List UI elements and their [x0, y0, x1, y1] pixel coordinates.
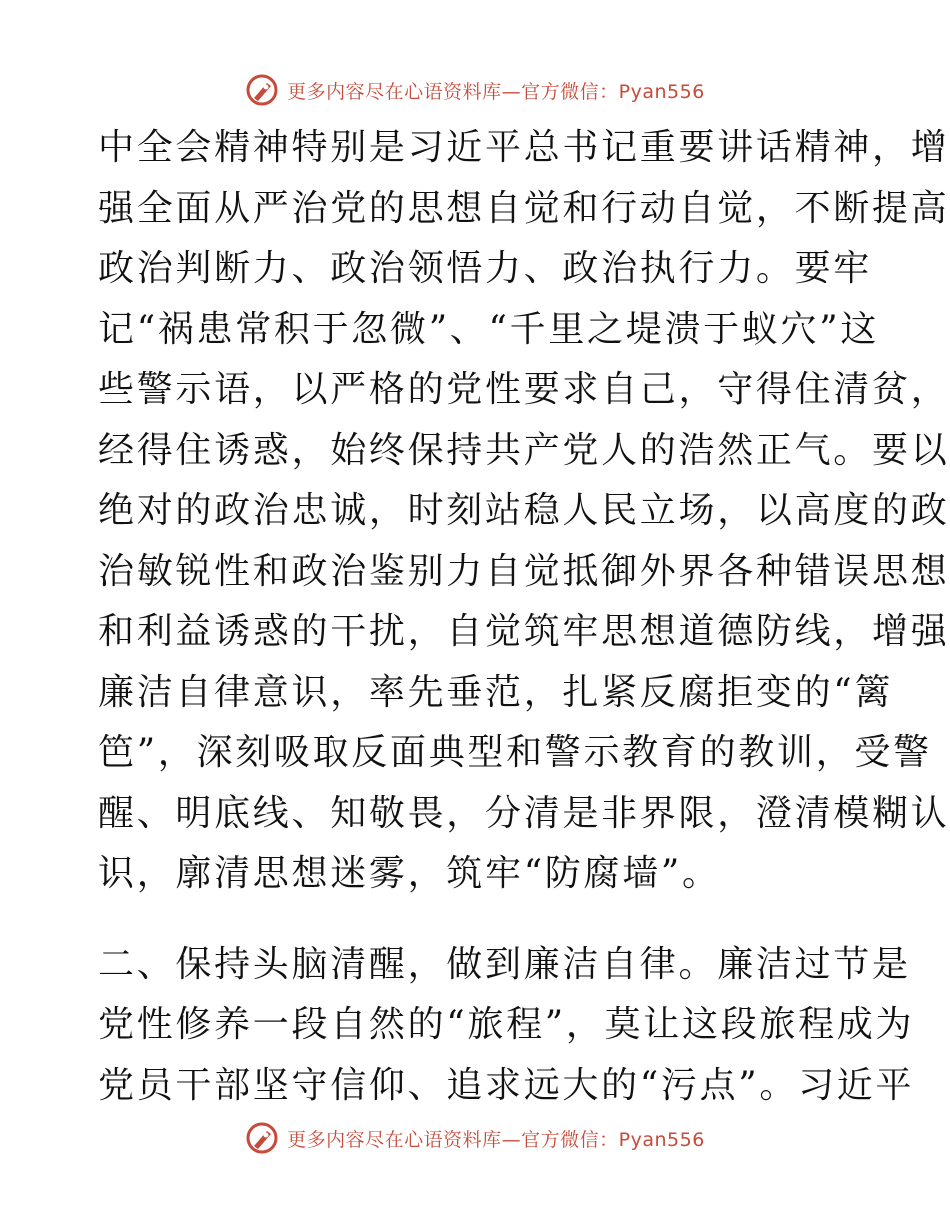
text-line: 醒、明底线、知敬畏，分清是非界限，澄清模糊认 [98, 792, 950, 834]
document-body [98, 118, 950, 1116]
text-line: 记“祸患常积于忽微”、“千里之堤溃于蚁穴”这 [98, 308, 880, 350]
text-line: 党性修养一段自然的“旅程”，莫让这段旅程成为 [98, 1004, 915, 1045]
text-line: 笆”，深刻吸取反面典型和警示教育的教训，受警 [98, 732, 932, 773]
footer-watermark [0, 1118, 950, 1158]
text-line: 党员干部坚守信仰、追求远大的“污点”。习近平 [98, 1064, 915, 1106]
text-line: 廉洁自律意识，率先垂范，扎紧反腐拒变的“篱 [98, 671, 894, 713]
text-line: 些警示语，以严格的党性要求自己，守得住清贫， [98, 369, 950, 410]
watermark-text: 更多内容尽在心语资料库—官方微信：Pyan556 [287, 1128, 705, 1151]
text-line: 绝对的政治忠诚，时刻站稳人民立场，以高度的政 [98, 490, 950, 531]
text-line: 识，廓清思想迷雾，筑牢“防腐墙”。 [98, 853, 721, 894]
pen-circle-logo-icon [245, 73, 279, 107]
text-line: 政治判断力、政治领悟力、政治执行力。要牢 [98, 248, 873, 289]
pen-circle-logo-icon [245, 1121, 279, 1155]
text-line: 中全会精神特别是习近平总书记重要讲话精神，增 [98, 127, 950, 168]
text-line: 治敏锐性和政治鉴别力自觉抵御外界各种错误思想 [98, 550, 950, 592]
text-line: 和利益诱惑的干扰，自觉筑牢思想道德防线，增强 [98, 611, 950, 652]
paragraph-2 [98, 935, 915, 1117]
paragraph-gap [98, 905, 858, 935]
text-line: 强全面从严治党的思想自觉和行动自觉，不断提高 [98, 187, 950, 229]
paragraph-1 [98, 118, 950, 905]
text-line: 经得住诱惑，始终保持共产党人的浩然正气。要以 [98, 429, 950, 471]
watermark-text: 更多内容尽在心语资料库—官方微信：Pyan556 [287, 80, 705, 103]
text-line: 二、保持头脑清醒，做到廉洁自律。廉洁过节是 [98, 943, 911, 985]
header-watermark [0, 70, 950, 110]
